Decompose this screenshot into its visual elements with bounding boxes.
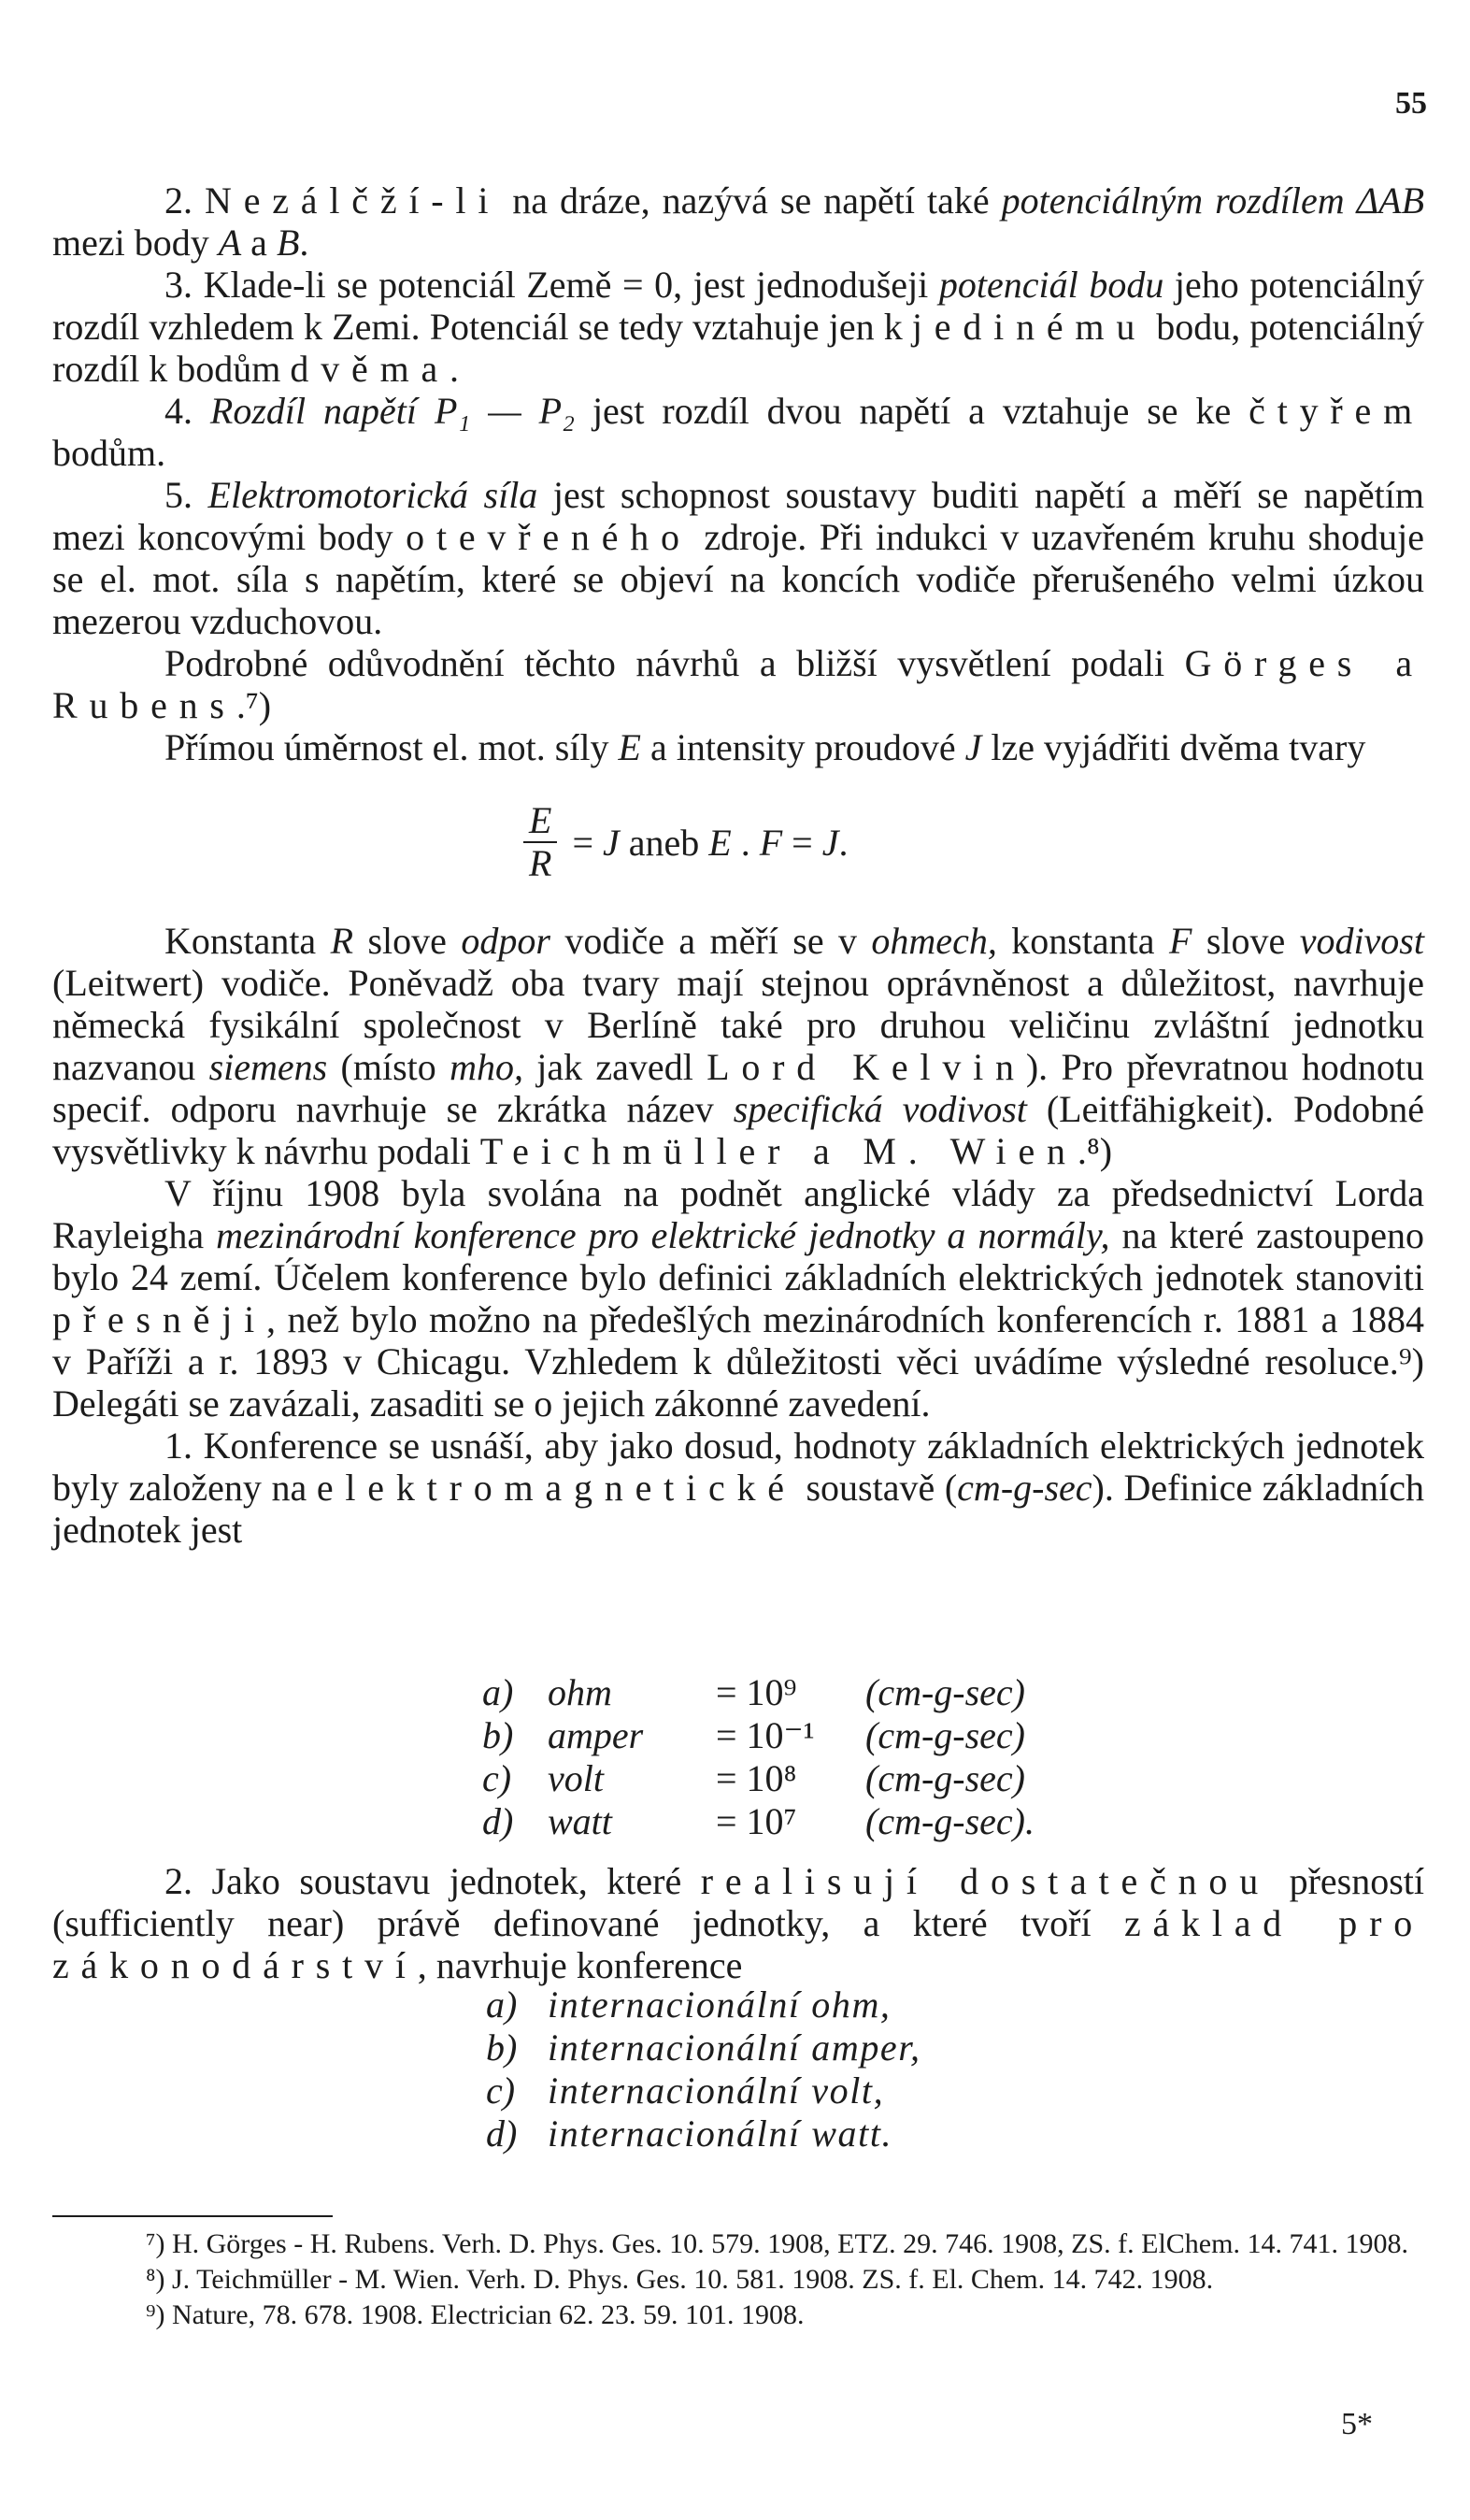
unit-name: amper (548, 1714, 644, 1756)
unit-letter: a) (482, 1671, 514, 1713)
footnote-8: ⁸) J. Teichmüller - M. Wien. Verh. D. Phys. Ges. 10. 581. 1908. ZS. f. El. Chem. 14. 742. 1908. (146, 2264, 1214, 2295)
international-unit-item (486, 2112, 921, 2155)
unit-system: (cm-g-sec) (865, 1757, 1025, 1799)
page-number: 55 (1395, 86, 1427, 121)
paragraph-5: 5. Elektromotorická síla jest schopnost soustavy buditi napětí a měří se napětím mezi koncovými body otevřeného zdroje. Při indukci v uzavřeném kruhu shoduje se el. mot. síla s napětím, které se objeví na koncích vodiče přerušeného velmi úzkou mezerou vzduchovou. (52, 474, 1425, 642)
fraction-denominator: R (529, 842, 552, 884)
unit-letter: c) (482, 1757, 512, 1799)
item-name: internacionální volt, (548, 2069, 885, 2112)
base-units-body (482, 1671, 1044, 1843)
paragraph-2: 2. Nezálčží-li na dráze, nazývá se napětí také potenciálným rozdílem ΔAB mezi body A a B. (52, 179, 1425, 264)
unit-row (482, 1800, 1044, 1843)
unit-letter: d) (482, 1800, 514, 1842)
unit-name: volt (548, 1757, 604, 1799)
item-letter: b) (486, 2026, 518, 2069)
fraction (523, 800, 557, 884)
paragraph-constants: Konstanta R slove odpor vodiče a měří se v ohmech, konstanta F slove vodivost (Leitwert) vodiče. Poněvadž oba tvary mají stejnou oprávněnost a důležitost, navrhuje německá fysikální společnost v Berlíně také pro druhou veličinu zvláštní jednotku nazvanou siemens (místo mho, jak zavedl Lord Kelvin). Pro převratnou hodnotu specif. odporu navrhuje se zkrátka název specifická vodivost (Leitfähigkeit). Podobné vysvětlivky k návrhu podali Teichmüller a M. Wien.⁸) (52, 920, 1425, 1172)
footnotes (52, 2226, 1424, 2333)
body-text-section-a (52, 179, 1424, 768)
paragraph-resolution-1: 1. Konference se usnáší, aby jako dosud, hodnoty základních elektrických jednotek byly založeny na elektromagnetické soustavě (cm-g-sec). Definice základních jednotek jest (52, 1425, 1425, 1551)
item-letter: d) (486, 2112, 518, 2155)
unit-name: watt (548, 1800, 612, 1842)
unit-value: = 10⁸ (716, 1757, 797, 1799)
unit-row (482, 1757, 1044, 1800)
international-units-list (486, 1983, 921, 2155)
base-units-table (482, 1671, 1044, 1843)
unit-system: (cm-g-sec) (865, 1671, 1025, 1713)
international-unit-item (486, 2026, 921, 2069)
paragraph-gorges: Podrobné odůvodnění těchto návrhů a bližší vysvětlení podali Görges a Rubens.⁷) (52, 642, 1424, 726)
unit-system: (cm-g-sec) (865, 1714, 1025, 1756)
paragraph-4: 4. Rozdíl napětí P₁ — P₂ jest rozdíl dvou napětí a vztahuje se ke čtyřem bodům. (52, 390, 1425, 474)
unit-system: (cm-g-sec). (865, 1800, 1035, 1842)
ohms-law-formula (523, 800, 848, 884)
unit-letter: b) (482, 1714, 514, 1756)
footnote-divider (52, 2215, 333, 2217)
footnote-9: ⁹) Nature, 78. 678. 1908. Electrician 62. 23. 59. 101. 1908. (146, 2299, 805, 2330)
item-letter: c) (486, 2069, 516, 2112)
unit-name: ohm (548, 1671, 612, 1713)
formula-rest: = J aneb E . F = J. (572, 821, 849, 864)
item-name: internacionální ohm, (548, 1983, 892, 2026)
item-name: internacionální watt. (548, 2112, 893, 2155)
paragraph-conference: V říjnu 1908 byla svolána na podnět anglické vlády za předsednictví Lorda Rayleigha mezinárodní konference pro elektrické jednotky a normály, na které zastoupeno bylo 24 zemí. Účelem konference bylo definici základních elektrických jednotek stanoviti přesněji, než bylo možno na předešlých mezinárodních konferencích r. 1881 a 1884 v Paříži a r. 1893 v Chicagu. Vzhledem k důležitosti věci uvádíme výsledné resoluce.⁹) Delegáti se zavázali, zasaditi se o jejich zákonné zavedení. (52, 1172, 1425, 1425)
item-name: internacionální amper, (548, 2026, 921, 2069)
unit-value: = 10⁹ (716, 1671, 797, 1713)
international-unit-item (486, 2069, 921, 2112)
item-letter: a) (486, 1983, 518, 2026)
paragraph-resolution-2: 2. Jako soustavu jednotek, které realisují dostatečnou přesností (sufficiently near) právě definované jednotky, a které tvoří základ pro zákonodárství, navrhuje konference (52, 1860, 1425, 1986)
unit-row (482, 1714, 1044, 1757)
body-text-section-b (52, 920, 1424, 1551)
international-unit-item (486, 1983, 921, 2026)
unit-value: = 10⁷ (716, 1800, 797, 1842)
body-text-section-c (52, 1860, 1424, 1986)
unit-value: = 10⁻¹ (716, 1714, 815, 1756)
paragraph-proportionality: Přímou úměrnost el. mot. síly E a intensity proudové J lze vyjádřiti dvěma tvary (164, 726, 1366, 768)
signature-mark: 5* (1341, 2407, 1373, 2441)
paragraph-3: 3. Klade-li se potenciál Země = 0, jest jednodušeji potenciál bodu jeho potenciálný rozdíl vzhledem k Zemi. Potenciál se tedy vztahuje jen k jedinému bodu, potenciálný rozdíl k bodům dvěma. (52, 264, 1424, 390)
fraction-numerator: E (523, 800, 557, 843)
footnote-7: ⁷) H. Görges - H. Rubens. Verh. D. Phys. Ges. 10. 579. 1908, ETZ. 29. 746. 1908, ZS. f. ElChem. 14. 741. 1908. (146, 2228, 1408, 2259)
unit-row (482, 1671, 1044, 1714)
